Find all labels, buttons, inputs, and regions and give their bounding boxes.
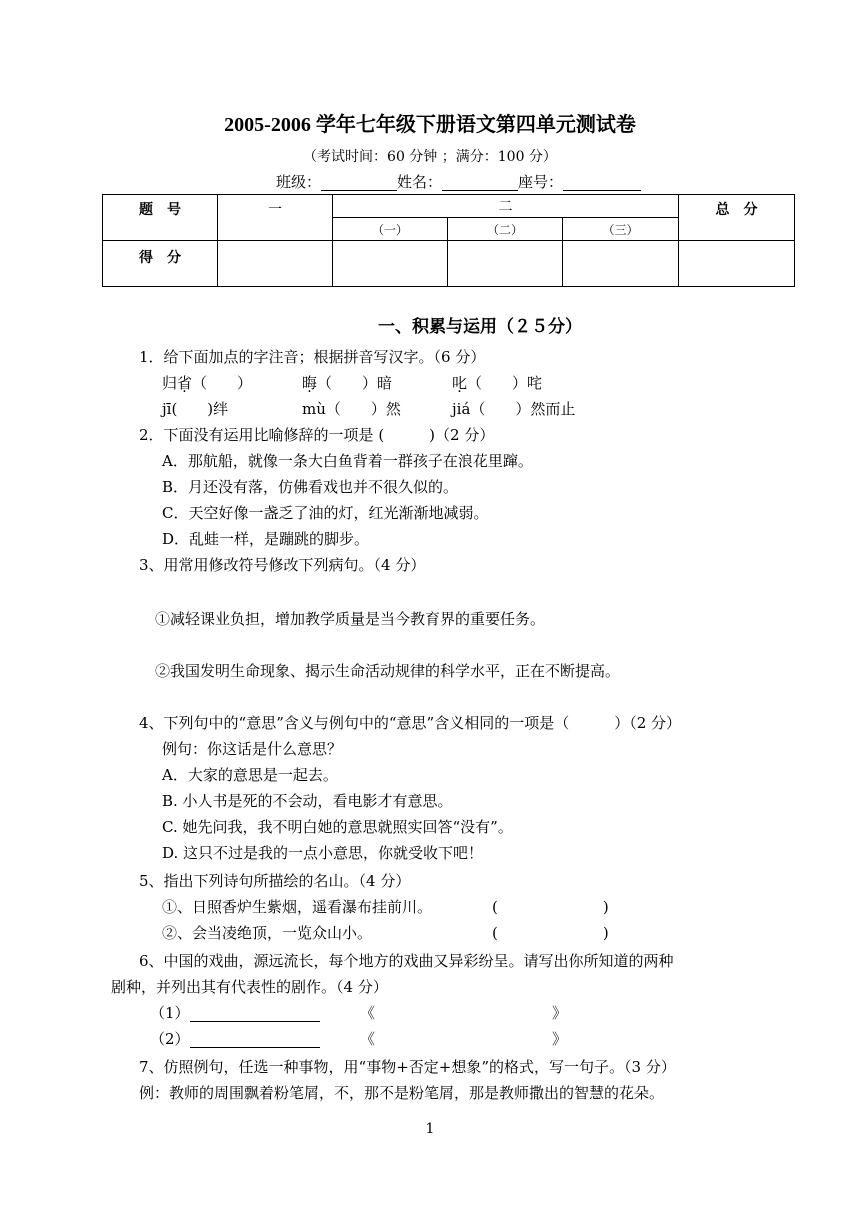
q2-option-d: D．乱蛙一样，是蹦跳的脚步。 xyxy=(162,530,370,548)
seat-blank[interactable] xyxy=(563,190,641,191)
q6-item2: （2） xyxy=(150,1030,320,1048)
header-part1: 一 xyxy=(218,195,333,241)
q2-option-b: B．月还没有落，仿佛看戏也并不很久似的。 xyxy=(162,478,459,496)
header-sub2: （二） xyxy=(448,218,563,241)
exam-title: 2005-2006 学年七年级下册语文第四单元测试卷 xyxy=(224,114,636,136)
score-cell-sub3[interactable] xyxy=(563,241,679,287)
q1-word2: 晦（ ）暗 xyxy=(302,374,393,392)
q4-option-c: C. 她先问我，我不明白她的意思就照实回答“没有”。 xyxy=(162,818,513,836)
q6-blank1[interactable] xyxy=(190,1005,320,1022)
name-blank[interactable] xyxy=(442,190,518,191)
score-cell-sub2[interactable] xyxy=(448,241,563,287)
q6-open1: 《 xyxy=(360,1004,376,1022)
q3-sentence2: ②我国发明生命现象、揭示生命活动规律的科学水平，正在不断提高。 xyxy=(155,662,621,680)
section1-title: 一、积累与运用（２５分） xyxy=(378,317,582,337)
q1-pinyin1: jī( )绊 xyxy=(162,400,229,418)
q7-example: 例：教师的周围飘着粉笔屑，不，那不是粉笔屑，那是教师撒出的智慧的花朵。 xyxy=(139,1084,665,1102)
q7-stem: 7、仿照例句，任选一种事物，用“事物+否定+想象”的格式，写一句子。（3 分） xyxy=(139,1058,676,1076)
header-total: 总 分 xyxy=(679,195,795,241)
q1-word3: 叱（ ）咤 xyxy=(452,374,543,392)
header-sub1: （一） xyxy=(333,218,448,241)
class-blank[interactable] xyxy=(321,190,397,191)
exam-subtitle: （考试时间：60 分钟 ；满分：100 分） xyxy=(303,149,557,165)
q5-stem: 5、指出下列诗句所描绘的名山。（4 分） xyxy=(139,872,411,890)
q1-word1: 归省（ ） xyxy=(162,374,253,392)
q5-answer1[interactable]: ( ) xyxy=(492,898,609,916)
row-defen: 得 分 xyxy=(103,241,218,287)
q1-pinyin2: mù（ ）然 xyxy=(302,400,401,418)
header-tihao: 题 号 xyxy=(103,195,218,241)
q6-close2: 》 xyxy=(552,1030,568,1048)
q6-item1: （1） xyxy=(150,1004,320,1022)
score-cell-total[interactable] xyxy=(679,241,795,287)
q4-option-d: D. 这只不过是我的一点小意思，你就受收下吧！ xyxy=(162,844,484,862)
q3-stem: 3、用常用修改符号修改下列病句。（4 分） xyxy=(139,556,426,574)
student-info-line xyxy=(276,173,641,191)
header-sub3: （三） xyxy=(563,218,679,241)
q1-stem: 1．给下面加点的字注音；根据拼音写汉字。（6 分） xyxy=(139,348,486,366)
score-table xyxy=(102,194,795,287)
page-number: 1 xyxy=(425,1121,435,1137)
q4-stem: 4、下列句中的“意思”含义与例句中的“意思”含义相同的一项是（ ）（2 分） xyxy=(139,714,682,732)
q6-stem-line2: 剧种，并列出其有代表性的剧作。（4 分） xyxy=(111,978,388,996)
q6-stem-line1: 6、中国的戏曲，源远流长，每个地方的戏曲又异彩纷呈。请写出你所知道的两种 xyxy=(139,952,674,970)
score-cell-sub1[interactable] xyxy=(333,241,448,287)
name-label: 姓名： xyxy=(397,173,443,191)
seat-label: 座号： xyxy=(518,173,564,191)
q2-option-a: A．那航船，就像一条大白鱼背着一群孩子在浪花里蹿。 xyxy=(162,452,533,470)
q5-line1: ①、日照香炉生紫烟，遥看瀑布挂前川。 xyxy=(162,898,433,916)
q6-close1: 》 xyxy=(552,1004,568,1022)
q4-example: 例句：你这话是什么意思？ xyxy=(162,740,343,758)
class-label: 班级： xyxy=(276,173,322,191)
q4-option-b: B. 小人书是死的不会动，看电影才有意思。 xyxy=(162,792,453,810)
q1-pinyin3: jiá（ ）然而止 xyxy=(452,400,576,418)
header-part2: 二 xyxy=(333,195,679,218)
q5-line2: ②、会当凌绝顶，一览众山小。 xyxy=(162,924,373,942)
q6-blank2[interactable] xyxy=(190,1031,320,1048)
q4-option-a: A．大家的意思是一起去。 xyxy=(162,766,338,784)
q2-stem: 2．下面没有运用比喻修辞的一项是 ( )（2 分） xyxy=(139,426,495,444)
q3-sentence1: ①减轻课业负担，增加教学质量是当今教育界的重要任务。 xyxy=(155,610,546,628)
q6-open2: 《 xyxy=(360,1030,376,1048)
score-cell-part1[interactable] xyxy=(218,241,333,287)
q5-answer2[interactable]: ( ) xyxy=(492,924,609,942)
q2-option-c: C．天空好像一盏乏了油的灯，红光渐渐地减弱。 xyxy=(162,504,489,522)
